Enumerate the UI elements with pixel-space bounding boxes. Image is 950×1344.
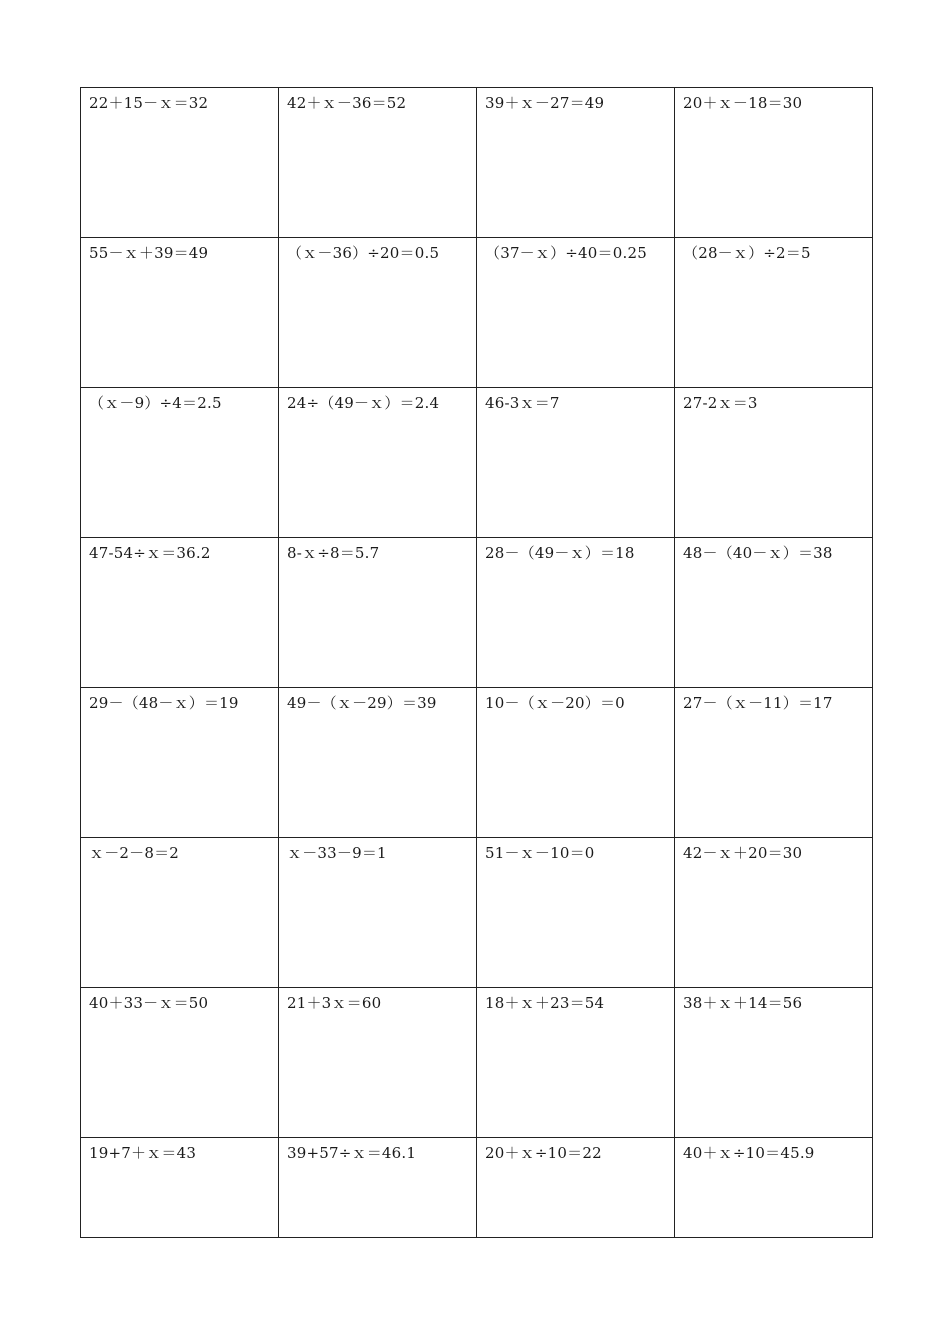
equation-cell <box>81 988 279 1138</box>
equation-cell <box>477 388 675 538</box>
equation-text: 20＋ｘ－18＝30 <box>683 94 803 112</box>
equation-cell <box>675 988 873 1138</box>
equation-cell <box>675 88 873 238</box>
table-row <box>81 1138 873 1238</box>
equation-text: 42＋ｘ－36＝52 <box>287 94 407 112</box>
equation-cell <box>477 1138 675 1238</box>
equation-text: 46-3ｘ＝7 <box>485 394 560 412</box>
equation-text: 42－ｘ＋20＝30 <box>683 844 803 862</box>
equation-text: ｘ－33－9＝1 <box>287 844 387 862</box>
equation-text: ｘ－2－8＝2 <box>89 844 180 862</box>
equation-cell <box>477 88 675 238</box>
equation-text: 47-54÷ｘ＝36.2 <box>89 544 211 562</box>
table-row <box>81 838 873 988</box>
equation-cell <box>279 538 477 688</box>
equation-cell <box>81 538 279 688</box>
equation-text: 40＋ｘ÷10＝45.9 <box>683 1144 815 1162</box>
equation-cell <box>81 688 279 838</box>
equation-cell <box>675 1138 873 1238</box>
equation-cell <box>279 988 477 1138</box>
table-row <box>81 688 873 838</box>
table-row <box>81 88 873 238</box>
equation-text: 19+7＋ｘ＝43 <box>89 1144 197 1162</box>
equation-cell <box>675 388 873 538</box>
equation-text: 51－ｘ－10＝0 <box>485 844 595 862</box>
equation-text: 18＋ｘ＋23＝54 <box>485 994 605 1012</box>
equation-cell <box>81 1138 279 1238</box>
equation-text: 22＋15－ｘ＝32 <box>89 94 209 112</box>
equation-text: （ｘ－9）÷4＝2.5 <box>89 394 222 412</box>
equation-cell <box>81 838 279 988</box>
equation-cell <box>81 88 279 238</box>
table-row <box>81 388 873 538</box>
equation-cell <box>477 988 675 1138</box>
equation-cell <box>81 238 279 388</box>
equation-text: 20＋ｘ÷10＝22 <box>485 1144 602 1162</box>
equation-text: 27－（ｘ－11）＝17 <box>683 694 833 712</box>
equation-cell <box>279 688 477 838</box>
equation-cell <box>279 88 477 238</box>
equation-cell <box>81 388 279 538</box>
equation-cell <box>477 238 675 388</box>
equation-text: 28－（49－ｘ）＝18 <box>485 544 635 562</box>
equation-text: 39+57÷ｘ＝46.1 <box>287 1144 417 1162</box>
equation-cell <box>675 838 873 988</box>
equation-text: 10－（ｘ－20）＝0 <box>485 694 625 712</box>
equation-cell <box>279 1138 477 1238</box>
equation-cell <box>477 688 675 838</box>
equation-cell <box>279 238 477 388</box>
equation-text: （37－ｘ）÷40＝0.25 <box>485 244 647 262</box>
equation-text: 29－（48－ｘ）＝19 <box>89 694 239 712</box>
table-row <box>81 238 873 388</box>
equation-cell <box>279 388 477 538</box>
equation-worksheet-table <box>80 87 873 1238</box>
equation-cell <box>477 538 675 688</box>
equation-text: （28－ｘ）÷2＝5 <box>683 244 811 262</box>
equation-text: 27-2ｘ＝3 <box>683 394 758 412</box>
equation-text: 38＋ｘ＋14＝56 <box>683 994 803 1012</box>
equation-text: 39＋ｘ－27＝49 <box>485 94 605 112</box>
equation-text: 24÷（49－ｘ）＝2.4 <box>287 394 440 412</box>
equation-text: 55－ｘ＋39＝49 <box>89 244 209 262</box>
equation-text: 21＋3ｘ＝60 <box>287 994 382 1012</box>
table-row <box>81 988 873 1138</box>
equation-text: 48－（40－ｘ）＝38 <box>683 544 833 562</box>
equation-text: 40＋33－ｘ＝50 <box>89 994 209 1012</box>
table-row <box>81 538 873 688</box>
equation-text: （ｘ－36）÷20＝0.5 <box>287 244 440 262</box>
equation-cell <box>675 238 873 388</box>
equation-cell <box>675 538 873 688</box>
equation-cell <box>279 838 477 988</box>
equation-cell <box>477 838 675 988</box>
equation-text: 49－（ｘ－29）＝39 <box>287 694 437 712</box>
equation-text: 8-ｘ÷8＝5.7 <box>287 544 380 562</box>
equation-cell <box>675 688 873 838</box>
